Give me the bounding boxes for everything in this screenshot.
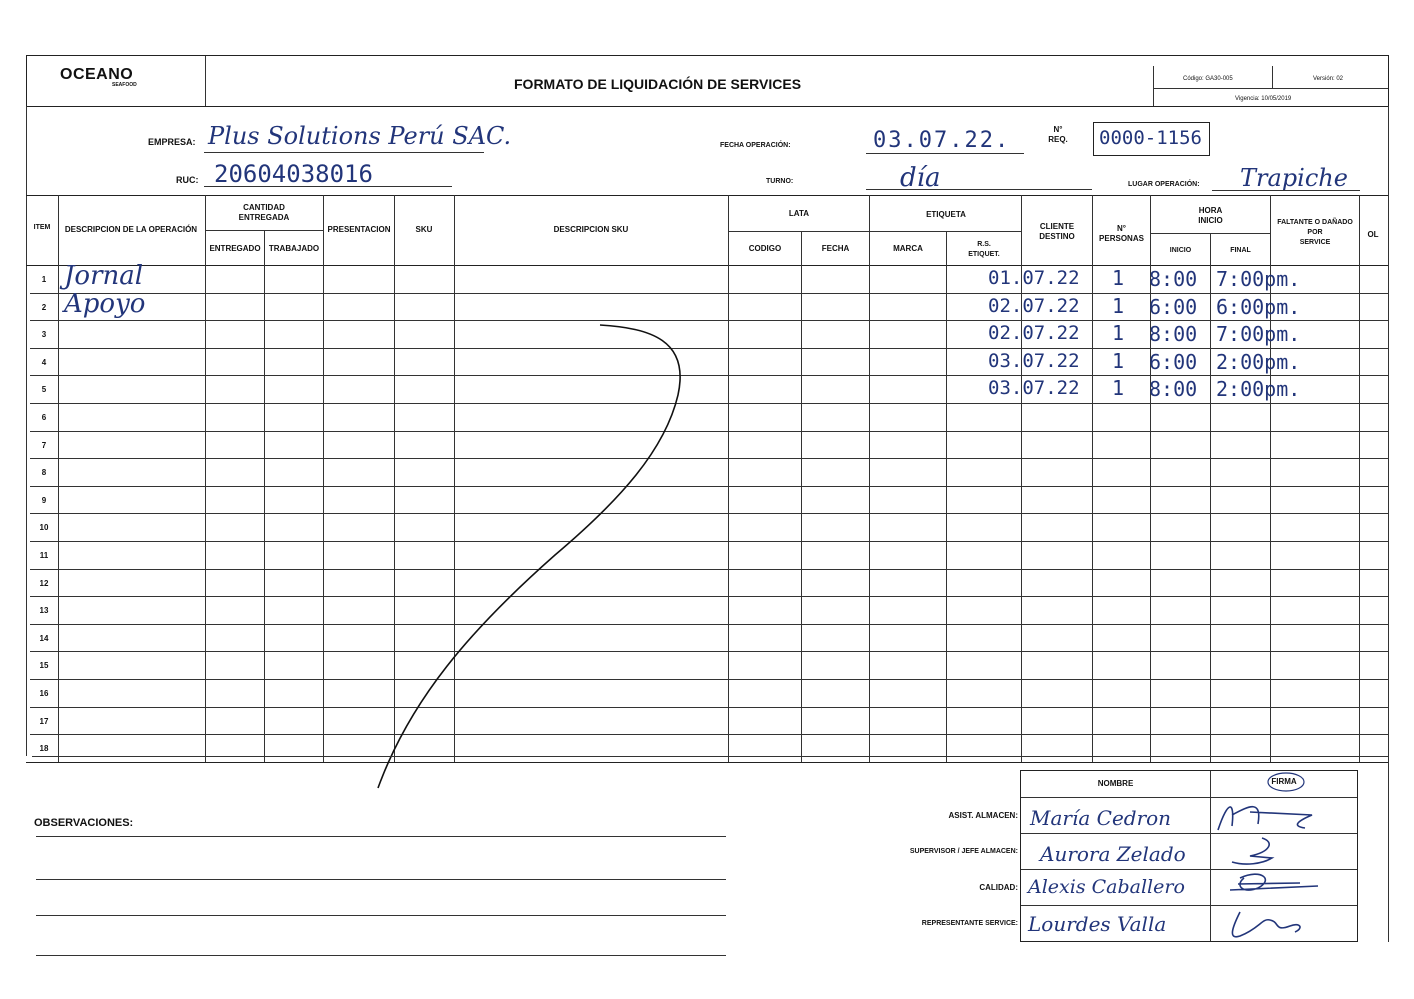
col-inicio: INICIO (1169, 247, 1192, 254)
lugar-operacion-value: Trapiche (1240, 164, 1348, 192)
table-header-bottom (26, 265, 1388, 266)
asist-almacen-label: ASIST. ALMACEN: (948, 811, 1018, 820)
col-trabajado: TRABAJADO (268, 244, 320, 253)
row-item-number: 17 (39, 716, 49, 726)
row-item-number: 6 (41, 413, 47, 422)
row-hora-final: 2:00pm. (1216, 349, 1301, 374)
table-row-line (30, 569, 1388, 570)
document-version: Versión: 02 (1313, 76, 1344, 82)
table-column-line (264, 230, 265, 762)
table-row-line (30, 651, 1388, 652)
col-codigo: CODIGO (748, 244, 782, 253)
row-item-number: 1 (41, 275, 47, 284)
representante-label: REPRESENTANTE SERVICE: (921, 920, 1018, 927)
table-row-line (30, 513, 1388, 514)
document-title: FORMATO DE LIQUIDACIÓN DE SERVICES (514, 76, 802, 92)
col-final: FINAL (1230, 247, 1251, 254)
row-personas: 1 (1112, 376, 1125, 401)
row-descripcion: Jornal (64, 261, 144, 291)
col-sku: SKU (415, 225, 433, 234)
turno-value: día (900, 163, 941, 193)
row-hora-inicio: 8:00 (1149, 267, 1198, 291)
signature-nombre-header: NOMBRE (1097, 779, 1134, 788)
logo-text: OCEANO (60, 66, 134, 83)
document-vigencia: Vigencia: 10/05/2019 (1235, 96, 1292, 102)
row-item-number: 14 (39, 633, 49, 643)
table-row-line (30, 679, 1388, 680)
signature-firma-header: FIRMA (1271, 777, 1297, 786)
row-item-number: 9 (41, 495, 47, 505)
fecha-operacion-value: 03.07.22. (873, 128, 1011, 153)
document-code: Código: GA30-005 (1183, 76, 1233, 82)
col-marca: MARCA (893, 244, 923, 253)
table-column-line (58, 195, 59, 762)
row-hora-final: 2:00pm. (1216, 377, 1301, 402)
row-hora-final: 7:00pm. (1216, 322, 1301, 347)
table-row-line (30, 707, 1388, 708)
col-etiqueta: ETIQUETA (926, 210, 966, 219)
calidad-name: Alexis Caballero (1028, 876, 1185, 898)
table-column-line (869, 195, 870, 762)
row-hora-inicio: 6:00 (1149, 349, 1198, 374)
table-row-line (30, 734, 1388, 735)
row-rs-etiquet: 03.07.22 (988, 349, 1080, 372)
table-column-line (946, 231, 947, 762)
row-item-number: 4 (41, 357, 47, 367)
row-personas: 1 (1112, 266, 1125, 290)
row-item-number: 2 (41, 302, 47, 312)
table-column-line (728, 195, 729, 762)
row-item-number: 12 (39, 578, 49, 588)
row-personas: 1 (1112, 348, 1125, 373)
table-column-line (394, 195, 395, 762)
row-hora-inicio: 6:00 (1149, 294, 1198, 319)
table-column-line (323, 195, 324, 762)
ruc-value: 20604038016 (214, 160, 373, 188)
fecha-operacion-label: FECHA OPERACIÓN: (720, 142, 791, 149)
company-logo (60, 66, 137, 88)
table-row-line (30, 458, 1388, 459)
row-rs-etiquet: 02.07.22 (988, 322, 1080, 345)
nreq-label: N° REQ. (1048, 125, 1068, 144)
col-entregado: ENTREGADO (209, 244, 261, 253)
row-hora-inicio: 8:00 (1149, 377, 1198, 402)
col-cliente-destino: CLIENTE DESTINO (1039, 222, 1075, 241)
row-personas: 1 (1112, 321, 1125, 346)
row-hora-final: 6:00pm. (1216, 294, 1301, 319)
table-row-line (30, 541, 1388, 542)
nreq-value: 0000-1156 (1099, 127, 1202, 149)
table-row-line (30, 293, 1388, 294)
observaciones-label: OBSERVACIONES: (34, 817, 134, 829)
table-column-line (454, 195, 455, 762)
col-descripcion-sku: DESCRIPCION SKU (553, 225, 629, 234)
empresa-value: Plus Solutions Perú SAC. (208, 122, 512, 150)
table-row-line (30, 486, 1388, 487)
table-row-line (30, 375, 1388, 376)
table-bottom-line (26, 762, 1388, 763)
col-presentacion: PRESENTACION (327, 225, 391, 234)
row-item-number: 10 (39, 523, 49, 533)
logo-subtext: SEAFOOD (112, 82, 137, 88)
row-rs-etiquet: 02.07.22 (988, 294, 1080, 317)
table-column-line (801, 231, 802, 762)
row-rs-etiquet: 03.07.22 (988, 377, 1080, 400)
representante-name: Lourdes Valla (1028, 912, 1167, 936)
table-row-line (30, 431, 1388, 432)
table-row-line (30, 320, 1388, 321)
table-row-line (30, 624, 1388, 625)
row-item-number: 5 (41, 385, 47, 395)
supervisor-name: Aurora Zelado (1040, 842, 1186, 866)
header-divider (205, 56, 206, 106)
col-ol: OL (1367, 230, 1379, 239)
col-rs-etiquet: R.S. ETIQUET. (968, 241, 1000, 258)
row-item-number: 8 (41, 468, 47, 478)
row-item-number: 18 (39, 744, 49, 754)
row-rs-etiquet: 01.07.22 (988, 267, 1080, 289)
row-item-number: 13 (39, 606, 49, 616)
calidad-label: CALIDAD: (979, 883, 1018, 892)
col-personas: N° PERSONAS (1099, 224, 1144, 243)
col-cantidad-entregada: CANTIDAD ENTREGADA (238, 203, 290, 222)
row-hora-inicio: 8:00 (1149, 322, 1198, 347)
col-hora-inicio: HORA INICIO (1198, 206, 1223, 225)
table-column-line (1359, 195, 1360, 762)
table-column-line (205, 195, 206, 762)
empresa-label: EMPRESA: (148, 137, 196, 147)
col-lata: LATA (788, 209, 810, 218)
ruc-label: RUC: (176, 175, 199, 185)
row-item-number: 16 (39, 689, 49, 698)
table-row-line (30, 348, 1388, 349)
row-descripcion: Apoyo (64, 288, 146, 319)
col-fecha: FECHA (821, 244, 850, 253)
lugar-operacion-label: LUGAR OPERACIÓN: (1128, 181, 1200, 188)
row-item-number: 7 (41, 440, 47, 450)
row-item-number: 3 (41, 330, 47, 340)
col-descripcion-operacion: DESCRIPCION DE LA OPERACIÓN (64, 225, 198, 234)
turno-label: TURNO: (766, 178, 794, 185)
col-item: ITEM (33, 224, 51, 231)
table-row-line (30, 403, 1388, 404)
row-hora-final: 7:00pm. (1216, 267, 1301, 291)
asist-almacen-name: María Cedron (1030, 806, 1172, 830)
row-item-number: 15 (39, 661, 49, 671)
supervisor-label: SUPERVISOR / JEFE ALMACEN: (909, 848, 1018, 855)
row-personas: 1 (1112, 293, 1125, 318)
row-item-number: 11 (39, 551, 49, 560)
table-row-line (30, 596, 1388, 597)
table-column-line (1210, 233, 1211, 762)
table-column-line (1092, 195, 1093, 762)
col-faltante-danado: FALTANTE O DAÑADO POR SERVICE (1277, 219, 1353, 246)
